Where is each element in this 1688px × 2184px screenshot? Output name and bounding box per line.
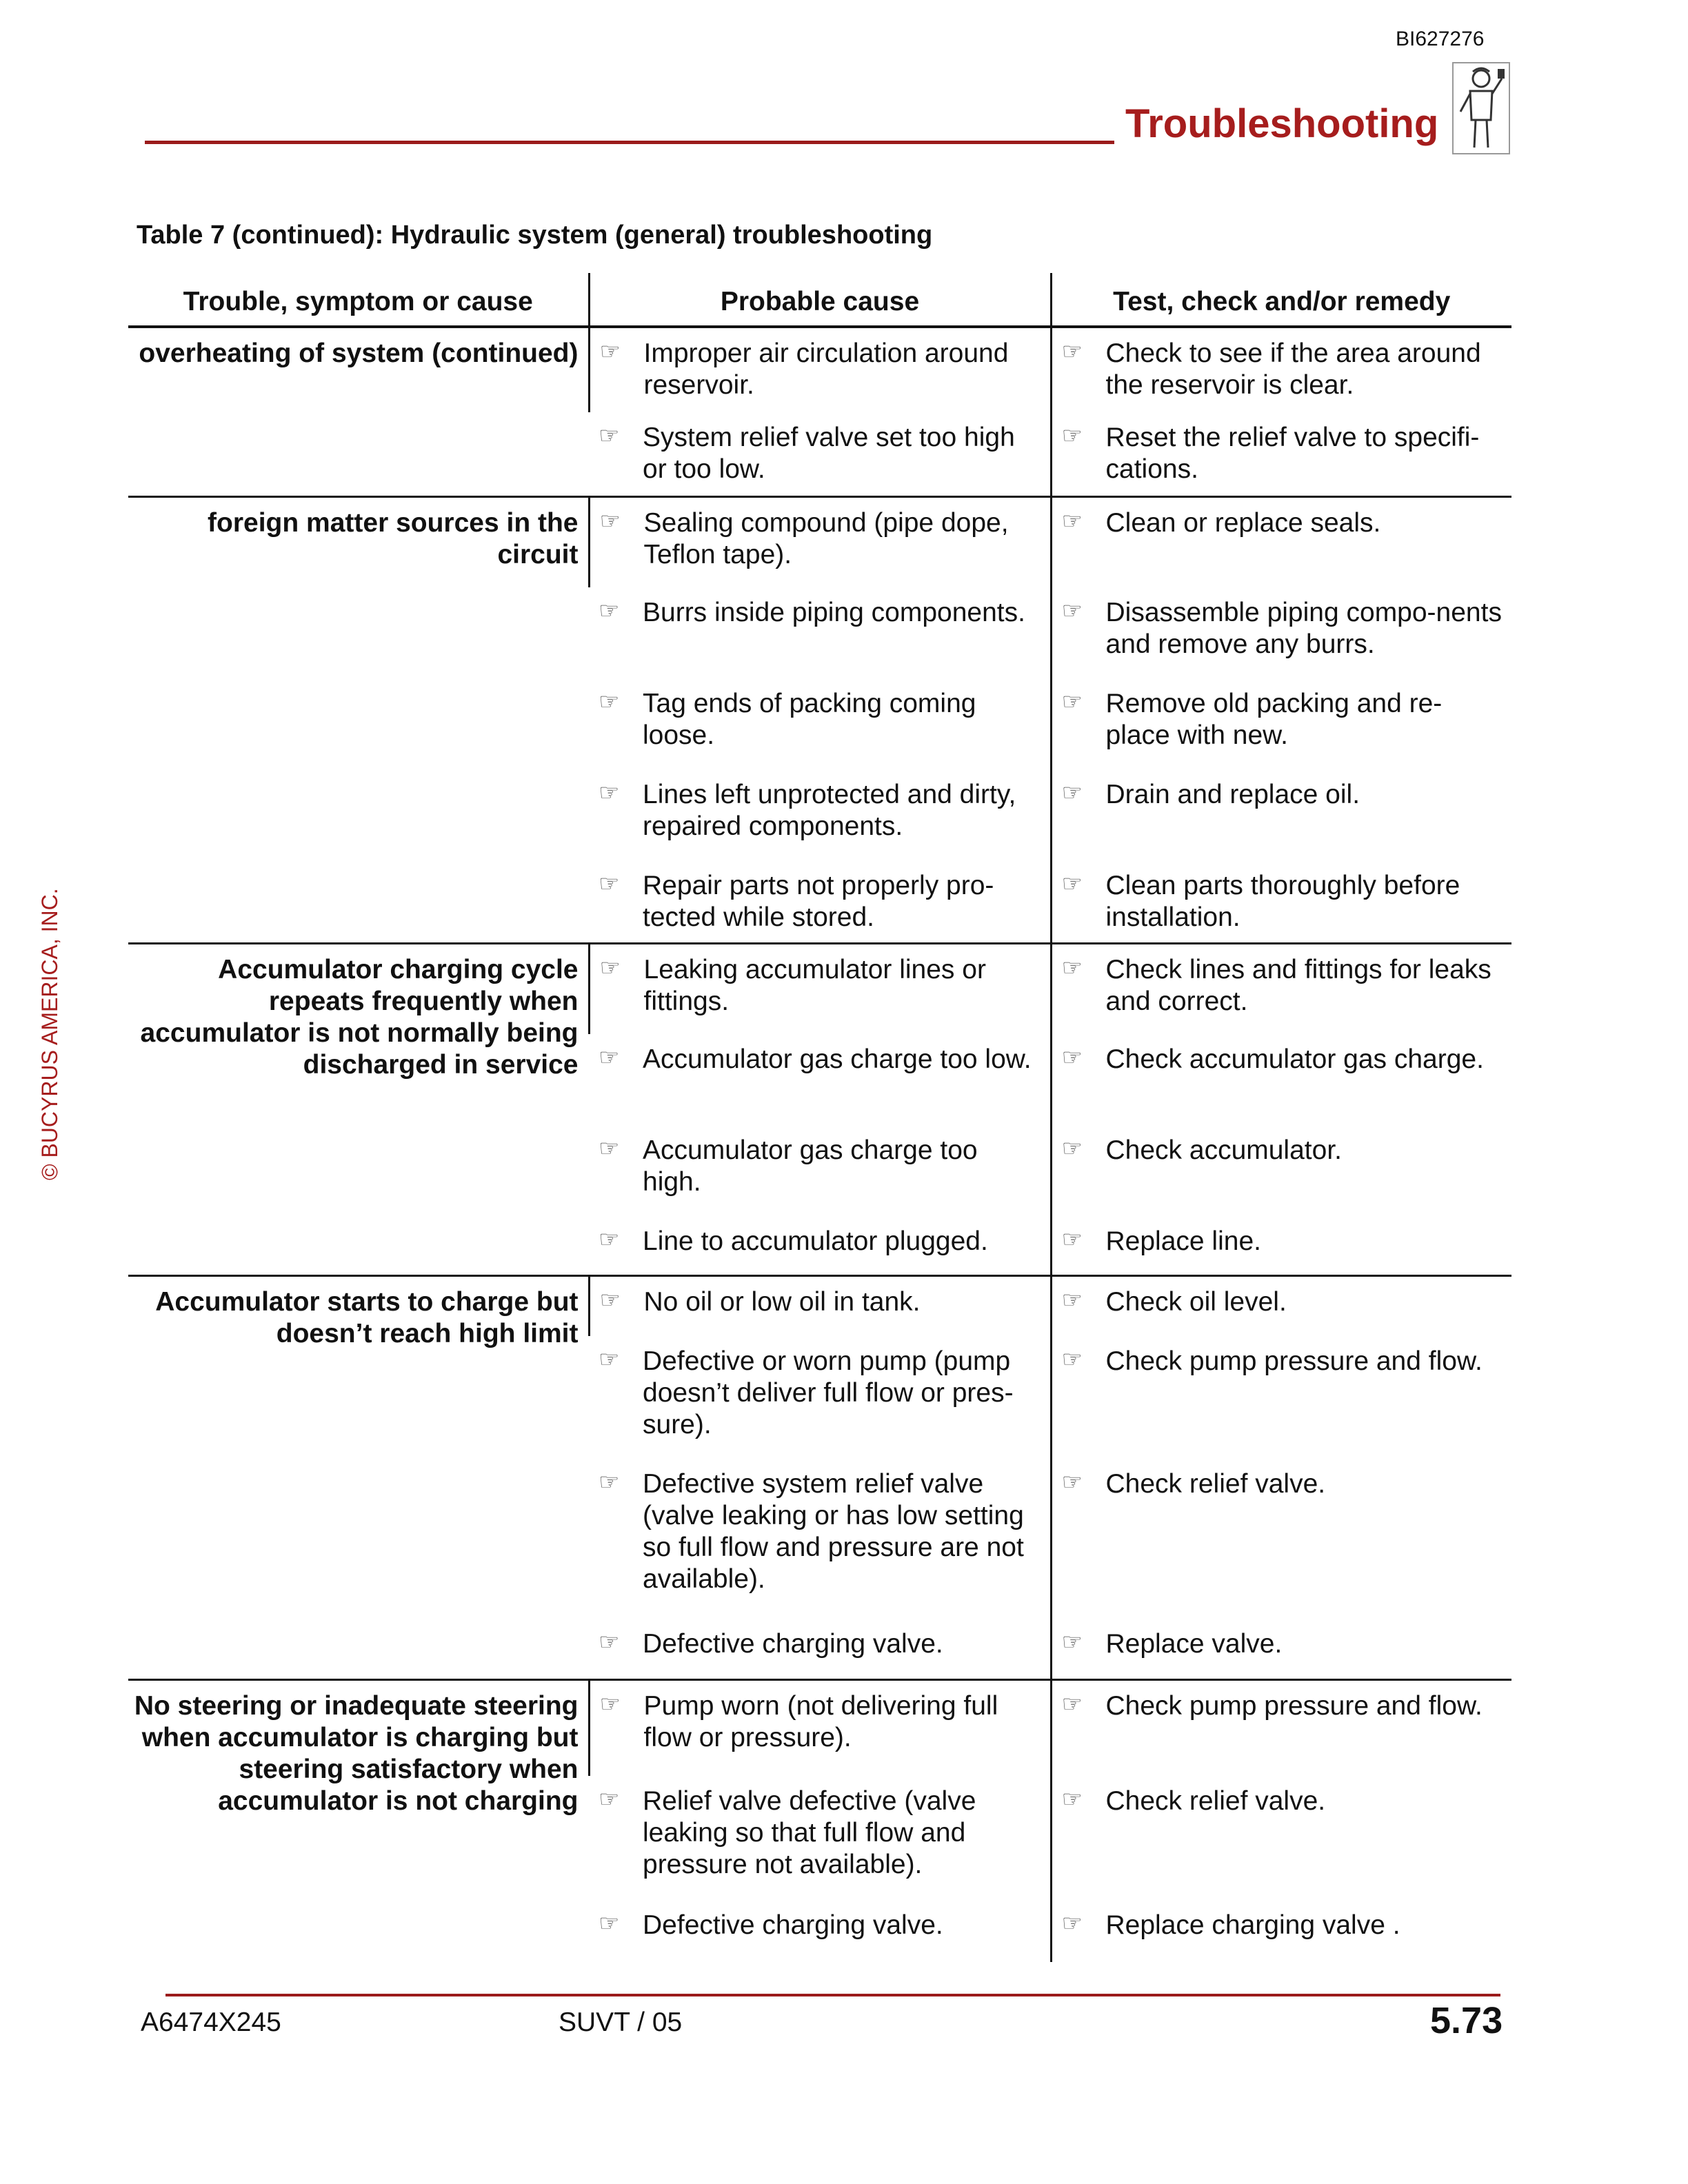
remedy-text: Clean parts thoroughly before installation.: [1105, 871, 1460, 932]
remedy-text: Check pump pressure and flow.: [1105, 1346, 1483, 1376]
remedy-text: Replace line.: [1105, 1226, 1261, 1256]
remedy-text: Check oil level.: [1105, 1286, 1287, 1317]
troubleshooting-table: [128, 273, 1511, 1962]
cause-cell: [589, 1459, 1051, 1619]
remedy-text: Replace charging valve .: [1105, 1910, 1400, 1940]
table-header-row: [128, 273, 1511, 327]
pointing-hand-icon: ☞: [1061, 1469, 1083, 1495]
cause-text: Line to accumulator plugged.: [643, 1226, 988, 1256]
remedy-cell: [1051, 769, 1511, 860]
table-row: [128, 1275, 1511, 1336]
remedy-text: Remove old packing and re-place with new.: [1105, 689, 1443, 750]
pointing-hand-icon: ☞: [599, 689, 620, 715]
cause-text: Leaking accumulator lines or fittings.: [643, 954, 986, 1016]
remedy-cell: [1051, 412, 1511, 496]
pointing-hand-icon: ☞: [599, 1910, 620, 1937]
pointing-hand-icon: ☞: [599, 507, 621, 534]
cause-text: Accumulator gas charge too low.: [643, 1044, 1032, 1074]
header-rule: [145, 141, 1114, 144]
footer-revision: SUVT / 05: [559, 2008, 683, 2037]
pointing-hand-icon: ☞: [599, 1346, 620, 1373]
pointing-hand-icon: ☞: [599, 954, 621, 981]
remedy-text: Drain and replace oil.: [1105, 780, 1360, 809]
cause-cell: [589, 412, 1051, 496]
trouble-cell: No steering or inadequate steering when accumulator is charging but steering satisfactory when accumulator is not charging: [128, 1679, 589, 1962]
cause-cell: [589, 1275, 1051, 1336]
remedy-text: Check pump pressure and flow.: [1105, 1690, 1483, 1721]
cause-cell: [589, 769, 1051, 860]
remedy-cell: [1051, 1275, 1511, 1336]
remedy-cell: [1051, 1336, 1511, 1459]
remedy-cell: [1051, 1679, 1511, 1776]
mechanic-icon: [1452, 62, 1510, 154]
cause-cell: [589, 1216, 1051, 1275]
cause-text: Repair parts not properly pro-tected while stored.: [643, 871, 994, 932]
pointing-hand-icon: ☞: [1061, 1044, 1083, 1071]
pointing-hand-icon: ☞: [599, 780, 620, 806]
pointing-hand-icon: ☞: [599, 1690, 621, 1717]
trouble-cell: Accumulator charging cycle repeats frequently when accumulator is not normally being discharged in service: [128, 943, 589, 1275]
pointing-hand-icon: ☞: [1061, 1786, 1083, 1812]
cause-cell: [589, 1034, 1051, 1125]
footer-rule: [165, 1994, 1500, 1996]
pointing-hand-icon: ☞: [599, 871, 620, 897]
cause-text: Accumulator gas charge too high.: [643, 1135, 978, 1197]
cause-text: Relief valve defective (valve leaking so that full flow and pressure not available).: [643, 1786, 976, 1879]
trouble-cell: foreign matter sources in the circuit: [128, 496, 589, 943]
pointing-hand-icon: ☞: [1061, 1346, 1083, 1373]
cause-text: Improper air circulation around reservoir.: [643, 338, 1009, 400]
page-number: 5.73: [1430, 2000, 1503, 2041]
cause-text: Defective charging valve.: [643, 1629, 943, 1659]
cause-text: Sealing compound (pipe dope, Teflon tape).: [643, 507, 1009, 569]
cause-cell: [589, 496, 1051, 587]
pointing-hand-icon: ☞: [1061, 780, 1083, 806]
pointing-hand-icon: ☞: [1061, 689, 1083, 715]
pointing-hand-icon: ☞: [1061, 1910, 1083, 1937]
pointing-hand-icon: ☞: [1061, 954, 1083, 981]
remedy-text: Check to see if the area around the reservoir is clear.: [1105, 338, 1481, 400]
remedy-text: Check accumulator gas charge.: [1105, 1044, 1484, 1074]
remedy-cell: [1051, 860, 1511, 943]
pointing-hand-icon: ☞: [1061, 1629, 1083, 1655]
column-header-trouble: Trouble, symptom or cause: [128, 273, 589, 327]
remedy-text: Disassemble piping compo-nents and remove any burrs.: [1105, 598, 1502, 659]
remedy-text: Check relief valve.: [1105, 1469, 1326, 1499]
cause-text: Lines left unprotected and dirty, repaired components.: [643, 780, 1016, 841]
remedy-text: Clean or replace seals.: [1105, 507, 1381, 538]
pointing-hand-icon: ☞: [1061, 871, 1083, 897]
cause-cell: [589, 1125, 1051, 1216]
remedy-text: Check relief valve.: [1105, 1786, 1326, 1816]
footer-doc-code: A6474X245: [141, 2008, 281, 2037]
cause-text: Defective system relief valve (valve leaking or has low setting so full flow and pressure are not available).: [643, 1469, 1024, 1594]
remedy-cell: [1051, 587, 1511, 678]
pointing-hand-icon: ☞: [1061, 598, 1083, 624]
side-copyright: © BUCYRUS AMERICA, INC.: [37, 888, 62, 1180]
remedy-cell: [1051, 496, 1511, 587]
column-header-cause: Probable cause: [589, 273, 1051, 327]
trouble-cell: Accumulator starts to charge but doesn’t reach high limit: [128, 1275, 589, 1679]
cause-text: Defective or worn pump (pump doesn’t deliver full flow or pres-sure).: [643, 1346, 1014, 1439]
trouble-cell: overheating of system (continued): [128, 327, 589, 496]
table-body: [128, 327, 1511, 1962]
pointing-hand-icon: ☞: [599, 1469, 620, 1495]
cause-text: Defective charging valve.: [643, 1910, 943, 1940]
pointing-hand-icon: ☞: [1061, 1286, 1083, 1313]
remedy-cell: [1051, 1034, 1511, 1125]
cause-cell: [589, 1619, 1051, 1679]
cause-cell: [589, 1776, 1051, 1900]
table-row: [128, 1679, 1511, 1776]
pointing-hand-icon: ☞: [1061, 507, 1083, 534]
remedy-text: Check lines and fittings for leaks and correct.: [1105, 954, 1491, 1016]
pointing-hand-icon: ☞: [599, 1135, 620, 1162]
pointing-hand-icon: ☞: [599, 598, 620, 624]
remedy-cell: [1051, 327, 1511, 412]
pointing-hand-icon: ☞: [599, 1044, 620, 1071]
pointing-hand-icon: ☞: [1061, 1226, 1083, 1253]
cause-text: System relief valve set too high or too low.: [643, 423, 1015, 484]
remedy-cell: [1051, 1619, 1511, 1679]
pointing-hand-icon: ☞: [599, 1226, 620, 1253]
cause-cell: [589, 860, 1051, 943]
remedy-cell: [1051, 1125, 1511, 1216]
cause-text: No oil or low oil in tank.: [643, 1286, 921, 1317]
remedy-cell: [1051, 1459, 1511, 1619]
pointing-hand-icon: ☞: [599, 338, 621, 365]
table-row: [128, 496, 1511, 587]
pointing-hand-icon: ☞: [599, 423, 620, 449]
remedy-cell: [1051, 943, 1511, 1034]
pointing-hand-icon: ☞: [599, 1786, 620, 1812]
cause-cell: [589, 327, 1051, 412]
table-row: [128, 327, 1511, 412]
cause-cell: [589, 1336, 1051, 1459]
table-caption: Table 7 (continued): Hydraulic system (general) troubleshooting: [137, 221, 933, 250]
cause-cell: [589, 678, 1051, 769]
cause-cell: [589, 943, 1051, 1034]
section-title: Troubleshooting: [1125, 101, 1439, 146]
cause-text: Pump worn (not delivering full flow or pressure).: [643, 1690, 998, 1752]
remedy-cell: [1051, 1900, 1511, 1962]
remedy-cell: [1051, 1216, 1511, 1275]
pointing-hand-icon: ☞: [1061, 1135, 1083, 1162]
cause-cell: [589, 1679, 1051, 1776]
pointing-hand-icon: ☞: [1061, 1690, 1083, 1717]
pointing-hand-icon: ☞: [599, 1629, 620, 1655]
remedy-text: Check accumulator.: [1105, 1135, 1342, 1165]
remedy-text: Reset the relief valve to specifi-cations.: [1105, 423, 1480, 484]
cause-cell: [589, 1900, 1051, 1962]
table-row: [128, 943, 1511, 1034]
cause-text: Burrs inside piping components.: [643, 598, 1025, 627]
pointing-hand-icon: ☞: [1061, 423, 1083, 449]
cause-cell: [589, 587, 1051, 678]
remedy-cell: [1051, 1776, 1511, 1900]
remedy-text: Replace valve.: [1105, 1629, 1283, 1659]
document-id: BI627276: [1396, 28, 1485, 50]
remedy-cell: [1051, 678, 1511, 769]
cause-text: Tag ends of packing coming loose.: [643, 689, 976, 750]
pointing-hand-icon: ☞: [599, 1286, 621, 1313]
pointing-hand-icon: ☞: [1061, 338, 1083, 365]
column-header-remedy: Test, check and/or remedy: [1051, 273, 1511, 327]
